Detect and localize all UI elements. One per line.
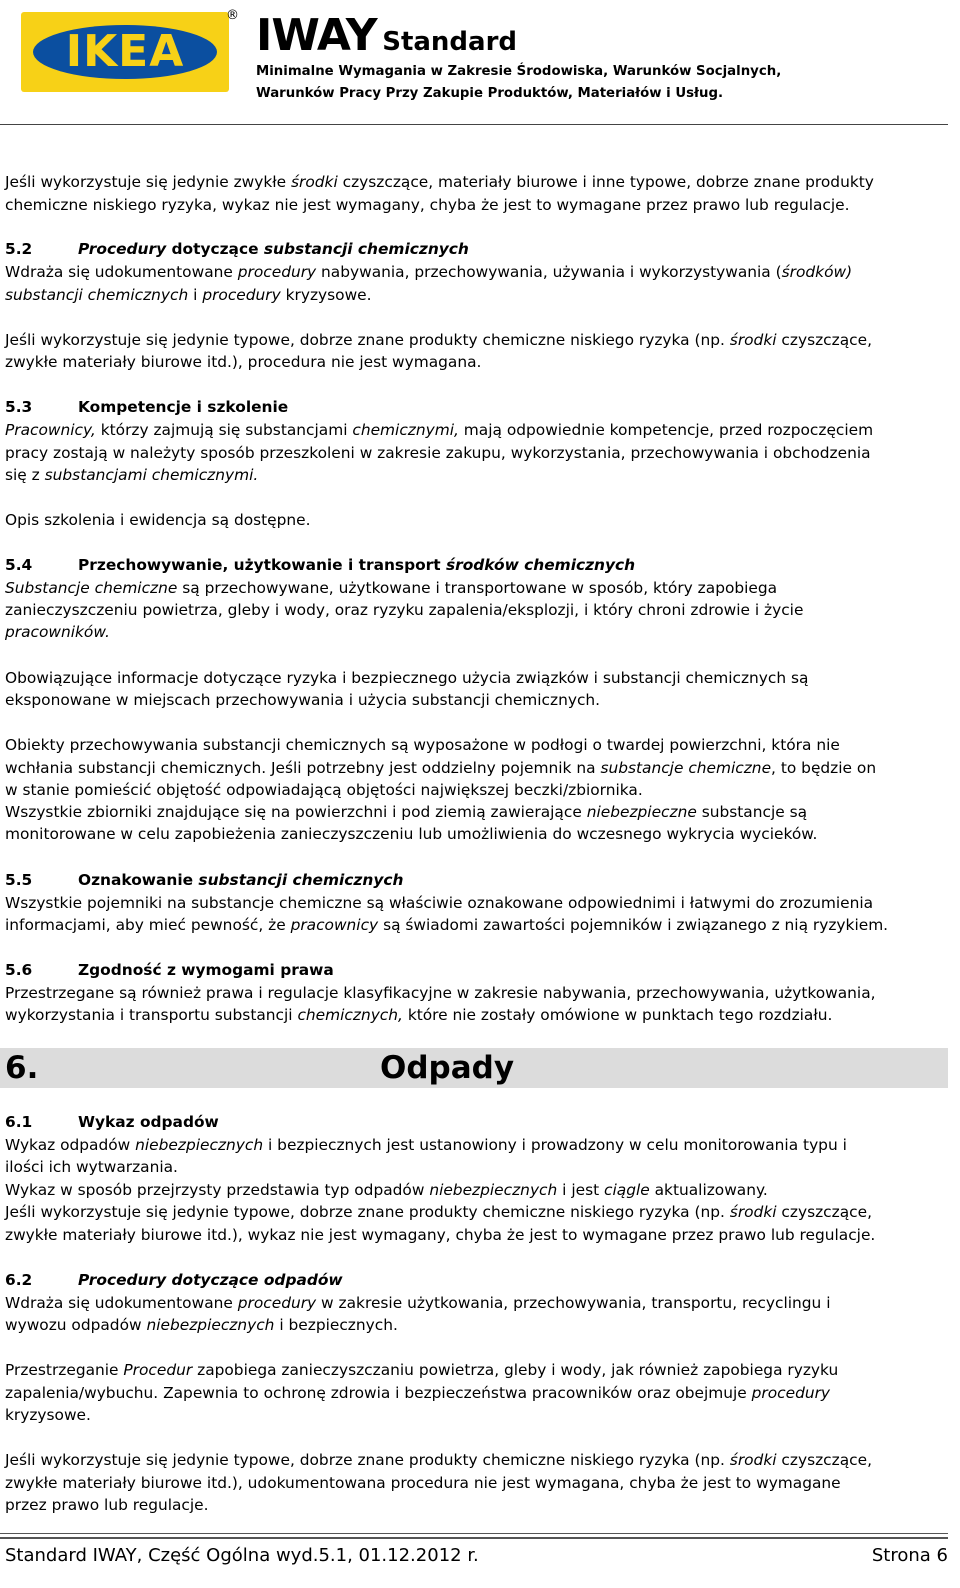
section-heading-6-1 — [5, 1112, 219, 1132]
brand-main: IWAY — [256, 10, 377, 61]
text-run: i bezpiecznych jest ustanowiony i prowadzony w celu monitorowania typu i — [263, 1136, 847, 1154]
text-line — [5, 172, 874, 192]
text-run: , to będzie on — [771, 759, 877, 777]
text-line — [5, 1180, 768, 1200]
text-run: procedury — [751, 1384, 831, 1402]
text-run: 5.3 — [5, 398, 33, 416]
text-run: substancje chemiczne — [600, 759, 772, 777]
text-run: się z — [5, 466, 45, 484]
text-run: Obiekty przechowywania substancji chemicznych są wyposażone w podłogi o twardej powierzchni, która nie — [5, 736, 840, 754]
text-run: 5.4 — [5, 556, 33, 574]
text-run: są świadomi zawartości pojemników i związanego z nią ryzykiem. — [378, 916, 889, 934]
text-run: środki — [291, 173, 338, 191]
text-run: wywozu odpadów — [5, 1316, 147, 1334]
chapter-title: Odpady — [380, 1050, 515, 1086]
text-run: monitorowane w celu zapobieżenia zanieczyszczeniu lub umożliwienia do wczesnego wykrycia wycieków. — [5, 825, 818, 843]
text-run: chemicznymi, — [352, 421, 459, 439]
text-run: pracownicy — [290, 916, 379, 934]
header-subtitle-line1: Minimalne Wymagania w Zakresie Środowiska, Warunków Socjalnych, — [256, 64, 782, 79]
text-line — [5, 352, 481, 372]
section-heading-5-6 — [5, 960, 334, 980]
brand-sub: Standard — [382, 27, 518, 57]
chapter-heading-band — [0, 1048, 948, 1088]
text-run: Zgodność z wymogami prawa — [78, 961, 334, 979]
footer-divider — [0, 1533, 948, 1534]
text-run: w stanie pomieścić objętość odpowiadającą objętości największej beczki/zbiornika. — [5, 781, 643, 799]
text-run: procedury — [237, 1294, 317, 1312]
text-run: Substancje chemiczne — [5, 579, 178, 597]
text-run: zwykłe materiały biurowe itd.), procedura nie jest wymagana. — [5, 353, 482, 371]
text-line — [5, 1315, 398, 1335]
text-run: niebezpiecznych — [135, 1136, 264, 1154]
text-run: substancji chemicznych — [5, 286, 189, 304]
text-run: Procedury dotyczące odpadów — [78, 1271, 343, 1289]
text-run: substancji chemicznych — [263, 240, 469, 258]
ikea-logo — [21, 12, 229, 92]
text-run: ciągle — [604, 1181, 650, 1199]
text-run: w zakresie użytkowania, przechowywania, transportu, recyclingu i — [316, 1294, 831, 1312]
text-run: Jeśli wykorzystuje się jedynie zwykłe — [5, 173, 291, 191]
text-line — [5, 893, 873, 913]
text-line — [5, 780, 643, 800]
text-line — [5, 1157, 178, 1177]
page-header — [0, 0, 960, 130]
footer-divider-thick — [0, 1537, 948, 1539]
text-run: Jeśli wykorzystuje się jedynie typowe, dobrze znane produkty chemiczne niskiego ryzyka (np. — [5, 1203, 730, 1221]
text-run: środki — [729, 331, 777, 349]
text-run: dotyczące — [166, 240, 264, 258]
text-run: czyszczące, — [776, 1203, 872, 1221]
text-run: Wdraża się udokumentowane — [5, 263, 238, 281]
text-run: Wdraża się udokumentowane — [5, 1294, 238, 1312]
text-line — [5, 1450, 872, 1470]
text-run: którzy zajmują się substancjami — [95, 421, 353, 439]
text-run: pracy zostają w należyty sposób przeszkoleni w zakresie zakupu, wykorzystania, przechowywania i obchodzenia — [5, 444, 871, 462]
text-line — [5, 262, 852, 282]
text-line — [5, 1293, 830, 1313]
text-run: substancje są — [696, 803, 808, 821]
text-run: Jeśli wykorzystuje się jedynie typowe, dobrze znane produkty chemiczne niskiego ryzyka (np. — [5, 331, 730, 349]
text-run: środków) — [781, 263, 853, 281]
text-run: i jest — [557, 1181, 605, 1199]
text-run: substancji chemicznych — [198, 871, 404, 889]
text-run: Opis szkolenia i ewidencja są dostępne. — [5, 511, 311, 529]
text-run: które nie zostały omówione w punktach tego rozdziału. — [402, 1006, 833, 1024]
text-run: Wszystkie zbiorniki znajdujące się na powierzchni i pod ziemią zawierające — [5, 803, 587, 821]
text-run: Kompetencje i szkolenie — [78, 398, 289, 416]
text-run: środków chemicznych — [445, 556, 636, 574]
text-line — [5, 510, 311, 530]
text-run: chemicznych, — [297, 1006, 403, 1024]
text-run: informacjami, aby mieć pewność, że — [5, 916, 291, 934]
text-run: procedury — [202, 286, 281, 304]
text-run: mają odpowiednie kompetencje, przed rozpoczęciem — [458, 421, 874, 439]
text-run: są przechowywane, użytkowane i transportowane w sposób, który zapobiega — [177, 579, 778, 597]
text-run: czyszczące, — [776, 1451, 872, 1469]
footer-page-number: Strona 6 — [871, 1545, 948, 1566]
text-run: Wykaz odpadów — [5, 1136, 136, 1154]
registered-mark: ® — [226, 8, 239, 23]
section-heading-5-2 — [5, 239, 469, 259]
text-line — [5, 195, 850, 215]
text-run: 5.2 — [5, 240, 33, 258]
text-line — [5, 915, 888, 935]
header-subtitle-line2: Warunków Pracy Przy Zakupie Produktów, Materiałów i Usług. — [256, 86, 724, 101]
text-line — [5, 578, 777, 598]
text-line — [5, 735, 840, 755]
text-line — [5, 1135, 847, 1155]
text-run: Wykaz w sposób przejrzysty przedstawia typ odpadów — [5, 1181, 430, 1199]
text-line — [5, 443, 871, 463]
text-line — [5, 1405, 91, 1425]
text-run: Oznakowanie — [78, 871, 199, 889]
text-run: Obowiązujące informacje dotyczące ryzyka i bezpiecznego użycia związków i substancji chemicznych są — [5, 669, 809, 687]
text-run: 5.5 — [5, 871, 33, 889]
text-run: zwykłe materiały biurowe itd.), udokumentowana procedura nie jest wymagana, chyba że jest to wymagane — [5, 1474, 841, 1492]
text-line — [5, 1360, 838, 1380]
text-run: 6.2 — [5, 1271, 33, 1289]
text-run: środki — [729, 1451, 777, 1469]
text-run: zwykłe materiały biurowe itd.), wykaz nie jest wymagany, chyba że jest to wymagane przez prawo lub regulacje. — [5, 1226, 876, 1244]
text-run: Przestrzeganie — [5, 1361, 124, 1379]
text-run: i — [188, 286, 203, 304]
text-line — [5, 690, 600, 710]
text-run: Przestrzegane są również prawa i regulacje klasyfikacyjne w zakresie nabywania, przechowywania, użytkowania, — [5, 984, 876, 1002]
text-line — [5, 983, 876, 1003]
text-run: i bezpiecznych. — [274, 1316, 398, 1334]
text-line — [5, 1202, 872, 1222]
text-line — [5, 668, 808, 688]
text-line — [5, 1225, 875, 1245]
text-line — [5, 802, 807, 822]
footer-document-id: Standard IWAY, Część Ogólna wyd.5.1, 01.12.2012 r. — [5, 1545, 479, 1566]
text-run: Przechowywanie, użytkowanie i transport — [78, 556, 446, 574]
text-run: środki — [729, 1203, 777, 1221]
section-heading-5-3 — [5, 397, 288, 417]
text-run: niebezpiecznych — [429, 1181, 558, 1199]
text-line — [5, 600, 803, 620]
text-line — [5, 758, 876, 778]
text-run: Procedur — [123, 1361, 193, 1379]
text-run: pracowników. — [5, 623, 110, 641]
brand-title — [256, 10, 517, 61]
text-run: zapobiega zanieczyszczaniu powietrza, gleby i wody, jak również zapobiega ryzyku — [192, 1361, 839, 1379]
text-run: eksponowane w miejscach przechowywania i użycia substancji chemicznych. — [5, 691, 601, 709]
text-run: czyszczące, materiały biurowe i inne typowe, dobrze znane produkty — [337, 173, 874, 191]
text-run: chemiczne niskiego ryzyka, wykaz nie jest wymagany, chyba że jest to wymagane przez prawo lub regulacje. — [5, 196, 850, 214]
text-run: 5.6 — [5, 961, 33, 979]
text-run: Pracownicy, — [5, 421, 96, 439]
chapter-number: 6. — [5, 1050, 39, 1086]
text-line — [5, 1383, 830, 1403]
text-run: niebezpiecznych — [146, 1316, 275, 1334]
section-heading-5-4 — [5, 555, 635, 575]
text-run: 6.1 — [5, 1113, 33, 1131]
text-run: wchłania substancji chemicznych. Jeśli potrzebny jest oddzielny pojemnik na — [5, 759, 601, 777]
text-line — [5, 824, 817, 844]
text-line — [5, 1495, 209, 1515]
text-run: przez prawo lub regulacje. — [5, 1496, 209, 1514]
text-line — [5, 330, 872, 350]
text-run: zanieczyszczeniu powietrza, gleby i wody, oraz ryzyku zapalenia/eksplozji, i który chroni zdrowie i życie — [5, 601, 804, 619]
logo-text: IKEA — [65, 26, 185, 77]
text-run: ilości ich wytwarzania. — [5, 1158, 178, 1176]
text-line — [5, 622, 110, 642]
text-run: kryzysowe. — [280, 286, 372, 304]
text-run: niebezpieczne — [586, 803, 697, 821]
section-heading-5-5 — [5, 870, 403, 890]
text-run: kryzysowe. — [5, 1406, 91, 1424]
text-line — [5, 285, 372, 305]
text-run: nabywania, przechowywania, używania i wykorzystywania ( — [316, 263, 782, 281]
text-run: Jeśli wykorzystuje się jedynie typowe, dobrze znane produkty chemiczne niskiego ryzyka (np. — [5, 1451, 730, 1469]
text-run: Procedury — [78, 240, 167, 258]
header-divider — [0, 124, 948, 125]
text-line — [5, 1473, 841, 1493]
text-run: wykorzystania i transportu substancji — [5, 1006, 298, 1024]
text-run: zapalenia/wybuchu. Zapewnia to ochronę zdrowia i bezpieczeństwa pracowników oraz obejmuje — [5, 1384, 752, 1402]
text-line — [5, 420, 873, 440]
text-run: czyszczące, — [776, 331, 872, 349]
text-line — [5, 465, 258, 485]
section-heading-6-2 — [5, 1270, 343, 1290]
text-run: aktualizowany. — [649, 1181, 768, 1199]
text-line — [5, 1005, 832, 1025]
text-run: substancjami chemicznymi. — [44, 466, 259, 484]
text-run: Wszystkie pojemniki na substancje chemiczne są właściwie oznakowane odpowiednimi i łatwymi do zrozumienia — [5, 894, 874, 912]
text-run: Wykaz odpadów — [78, 1113, 219, 1131]
text-run: procedury — [237, 263, 317, 281]
